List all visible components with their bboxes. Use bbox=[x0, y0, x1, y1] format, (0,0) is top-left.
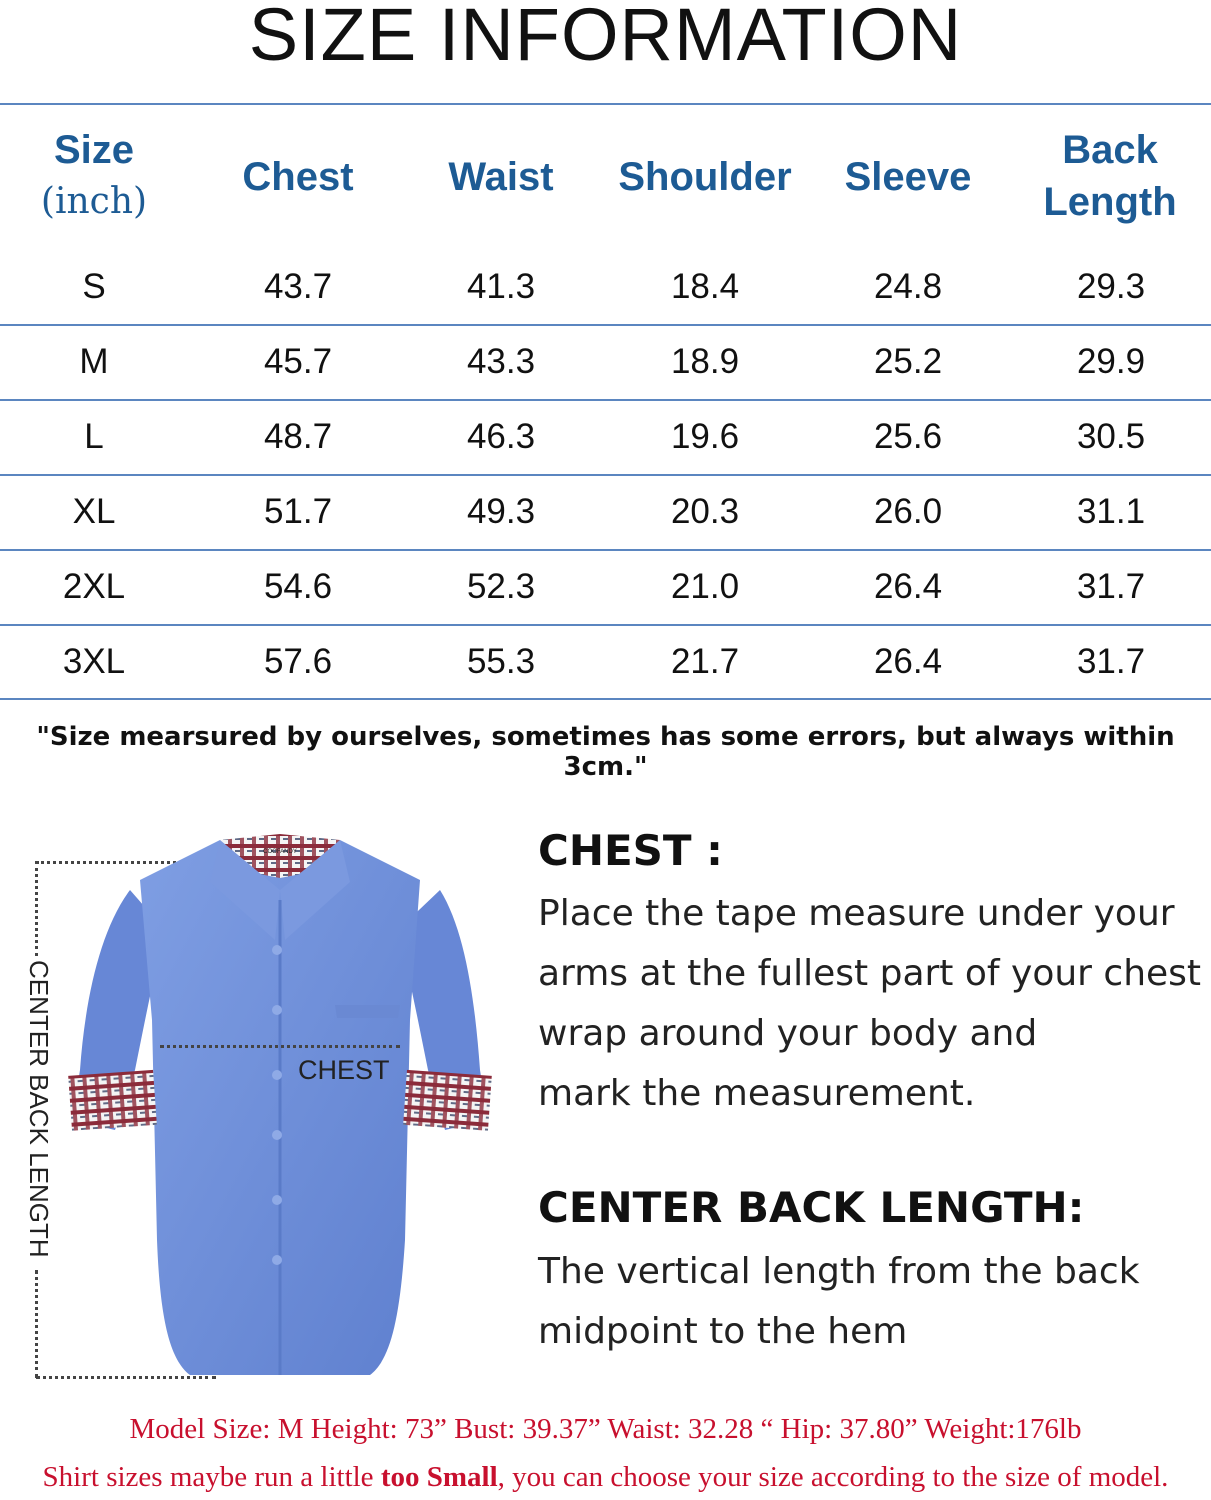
cell-back-length: 31.7 bbox=[1076, 642, 1146, 681]
cell-sleeve: 25.2 bbox=[873, 342, 943, 381]
cell-sleeve: 26.4 bbox=[873, 567, 943, 606]
header-back-length bbox=[1010, 124, 1210, 228]
left-cuff bbox=[68, 1070, 157, 1131]
header-size-label: Size bbox=[53, 128, 135, 172]
cell-size: M bbox=[79, 342, 109, 381]
cell-sleeve: 26.4 bbox=[873, 642, 943, 681]
cell-size: L bbox=[84, 417, 104, 456]
chest-line-4: mark the measurement. bbox=[538, 1073, 976, 1114]
cell-chest: 43.7 bbox=[263, 267, 333, 306]
back-length-line bbox=[35, 861, 38, 956]
cell-size: 2XL bbox=[62, 567, 126, 606]
cell-chest: 57.6 bbox=[263, 642, 333, 681]
back-line-2: midpoint to the hem bbox=[538, 1311, 908, 1352]
header-back-length-line1: Back bbox=[1062, 128, 1158, 172]
header-back-length-line2: Length bbox=[1043, 180, 1177, 224]
cell-waist: 55.3 bbox=[466, 642, 536, 681]
row-divider bbox=[0, 324, 1211, 326]
chest-diagram-label: CHEST bbox=[298, 1055, 390, 1085]
cell-shoulder: 18.9 bbox=[670, 342, 740, 381]
cell-size: 3XL bbox=[62, 642, 126, 681]
cell-sleeve: 25.6 bbox=[873, 417, 943, 456]
header-size-unit: (inch) bbox=[40, 181, 148, 222]
header-waist: Waist bbox=[448, 155, 554, 199]
cell-waist: 49.3 bbox=[466, 492, 536, 531]
table-bottom-rule bbox=[0, 698, 1211, 700]
table-top-rule bbox=[0, 103, 1211, 105]
cell-waist: 52.3 bbox=[466, 567, 536, 606]
center-back-length-label: CENTER BACK LENGTH bbox=[24, 960, 54, 1258]
back-line-1: The vertical length from the back bbox=[538, 1251, 1140, 1292]
cell-chest: 48.7 bbox=[263, 417, 333, 456]
row-divider bbox=[0, 624, 1211, 626]
cell-sleeve: 26.0 bbox=[873, 492, 943, 531]
cell-chest: 45.7 bbox=[263, 342, 333, 381]
row-divider bbox=[0, 549, 1211, 551]
chest-heading: CHEST : bbox=[538, 826, 723, 875]
page-title: SIZE INFORMATION bbox=[248, 0, 963, 76]
row-divider bbox=[0, 474, 1211, 476]
measurement-note: "Size mearsured by ourselves, sometimes has some errors, but always within 3cm." bbox=[36, 722, 1175, 782]
chest-line-1: Place the tape measure under your bbox=[538, 893, 1175, 934]
size-advice-post: , you can choose your size according to the size of model. bbox=[497, 1461, 1169, 1493]
header-sleeve: Sleeve bbox=[844, 155, 972, 199]
size-advice-emphasis: too Small bbox=[380, 1461, 498, 1493]
cell-sleeve: 24.8 bbox=[873, 267, 943, 306]
back-length-line-lower bbox=[35, 1270, 38, 1378]
size-advice bbox=[0, 1461, 1211, 1494]
chest-description bbox=[538, 884, 1201, 1124]
cell-chest: 51.7 bbox=[263, 492, 333, 531]
chest-pocket bbox=[335, 1005, 400, 1018]
model-size-info: Model Size: M Height: 73” Bust: 39.37” Waist: 32.28 “ Hip: 37.80” Weight:176lb bbox=[129, 1413, 1082, 1445]
header-chest: Chest bbox=[242, 155, 354, 199]
cell-shoulder: 19.6 bbox=[670, 417, 740, 456]
cell-waist: 43.3 bbox=[466, 342, 536, 381]
header-size bbox=[0, 124, 188, 228]
cell-chest: 54.6 bbox=[263, 567, 333, 606]
cell-waist: 41.3 bbox=[466, 267, 536, 306]
cell-back-length: 31.1 bbox=[1076, 492, 1146, 531]
size-advice-pre: Shirt sizes maybe run a little bbox=[42, 1461, 381, 1493]
cell-shoulder: 21.7 bbox=[670, 642, 740, 681]
cell-waist: 46.3 bbox=[466, 417, 536, 456]
row-divider bbox=[0, 399, 1211, 401]
cell-back-length: 29.3 bbox=[1076, 267, 1146, 306]
cell-size: XL bbox=[72, 492, 116, 531]
chest-line bbox=[160, 1045, 400, 1048]
header-shoulder: Shoulder bbox=[618, 155, 792, 199]
cell-shoulder: 18.4 bbox=[670, 267, 740, 306]
chest-line-3: wrap around your body and bbox=[538, 1013, 1038, 1054]
cell-shoulder: 21.0 bbox=[670, 567, 740, 606]
back-length-heading: CENTER BACK LENGTH: bbox=[538, 1183, 1085, 1232]
cell-shoulder: 20.3 bbox=[670, 492, 740, 531]
cell-back-length: 29.9 bbox=[1076, 342, 1146, 381]
chest-line-2: arms at the fullest part of your chest bbox=[538, 953, 1202, 994]
cell-back-length: 30.5 bbox=[1076, 417, 1146, 456]
cell-size: S bbox=[82, 267, 106, 306]
shirt-brand-label: COOFANDY bbox=[263, 849, 297, 855]
cell-back-length: 31.7 bbox=[1076, 567, 1146, 606]
shirt-illustration bbox=[60, 820, 500, 1390]
right-cuff bbox=[403, 1070, 492, 1131]
back-length-description bbox=[538, 1242, 1140, 1362]
